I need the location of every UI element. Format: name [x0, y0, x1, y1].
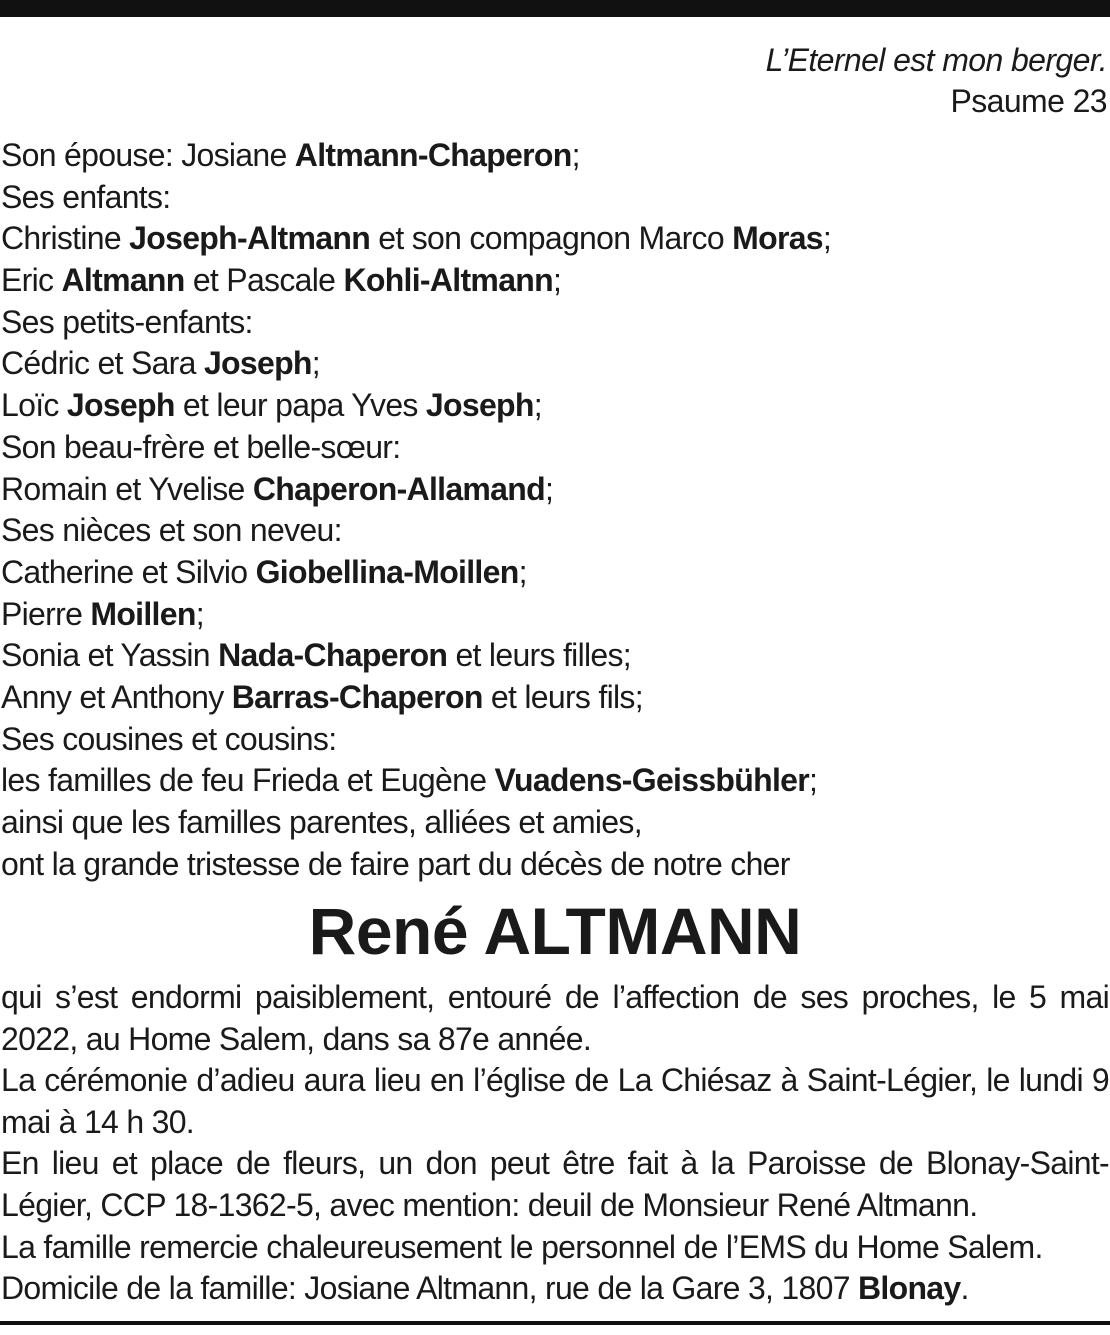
- text-segment: La famille remercie chaleureusement le personnel de l’EMS du Home Salem.: [1, 1228, 1043, 1265]
- text-segment: et leurs filles;: [447, 637, 631, 674]
- family-name: Moras: [732, 220, 823, 257]
- family-line: [1, 510, 1109, 552]
- text-segment: Domicile de la famille: Josiane Altmann, rue de la Gare 3, 1807: [1, 1270, 859, 1307]
- family-name: Joseph: [66, 387, 175, 424]
- text-segment: Ses nièces et son neveu:: [1, 512, 342, 549]
- text-segment: ;: [552, 262, 562, 299]
- family-name: Chaperon-Allamand: [252, 470, 545, 507]
- family-name: Vuadens-Geissbühler: [494, 762, 810, 799]
- text-segment: Catherine et Silvio: [1, 553, 256, 590]
- text-segment: ainsi que les familles parentes, alliées et amies,: [1, 804, 642, 840]
- deceased-name: René ALTMANN: [308, 894, 802, 968]
- family-line: [1, 177, 1109, 219]
- detail-paragraph: [1, 1268, 1109, 1310]
- text-segment: Ses enfants:: [1, 178, 171, 215]
- text-segment: ;: [311, 345, 320, 382]
- detail-paragraph: [1, 1227, 1109, 1269]
- detail-paragraph: [1, 1060, 1109, 1143]
- family-list: [1, 135, 1109, 885]
- family-line: [1, 677, 1109, 719]
- family-line: [1, 218, 1109, 260]
- text-segment: Sonia et Yassin: [1, 637, 219, 674]
- text-segment: et leurs fils;: [482, 678, 643, 715]
- family-name: Joseph: [425, 387, 534, 424]
- bottom-rule: [0, 1321, 1110, 1325]
- family-name: Moillen: [90, 595, 196, 632]
- family-name: Giobellina-Moillen: [255, 553, 519, 590]
- text-segment: ;: [533, 387, 542, 424]
- family-line: [1, 802, 1109, 844]
- text-segment: les familles de feu Frieda et Eugène: [1, 762, 495, 799]
- family-name: Joseph-Altmann: [129, 220, 371, 257]
- text-segment: Romain et Yvelise: [1, 470, 253, 507]
- text-segment: La cérémonie d’adieu aura lieu en l’église de La Chiésaz à Saint-Légier, le lundi 9 mai à 14 h 30.: [1, 1062, 1109, 1140]
- text-segment: Son beau-frère et belle-sœur:: [1, 428, 401, 465]
- family-line: [1, 302, 1109, 344]
- text-segment: Eric: [1, 262, 62, 299]
- family-line: [1, 719, 1109, 761]
- text-segment: Cédric et Sara: [1, 345, 204, 382]
- text-segment: ;: [544, 470, 554, 507]
- family-line: [1, 135, 1109, 177]
- text-segment: ont la grande tristesse de faire part du décès de notre cher: [1, 845, 790, 882]
- family-line: [1, 594, 1109, 636]
- top-rule: [0, 0, 1110, 17]
- family-line: [1, 760, 1109, 802]
- detail-paragraph: [1, 1143, 1109, 1226]
- text-segment: Son épouse: Josiane: [1, 137, 295, 173]
- family-line: [1, 260, 1109, 302]
- family-line: [1, 469, 1109, 511]
- family-name: Blonay: [858, 1270, 961, 1307]
- text-segment: ;: [822, 220, 832, 257]
- text-segment: ;: [195, 595, 204, 632]
- epigraph: [766, 40, 1107, 122]
- text-segment: et leur papa Yves: [174, 387, 426, 424]
- text-segment: Loïc: [1, 387, 67, 424]
- family-line: [1, 844, 1109, 886]
- family-line: [1, 552, 1109, 594]
- epigraph-source: Psaume 23: [950, 83, 1107, 119]
- text-segment: Anny et Anthony: [1, 678, 232, 715]
- family-name: Joseph: [203, 345, 312, 382]
- text-segment: qui s’est endormi paisiblement, entouré de l’affection de ses proches, le 5 mai 2022, au Home Salem, dans sa 87e année.: [1, 979, 1109, 1057]
- text-segment: et son compagnon Marco: [370, 220, 733, 257]
- family-line: [1, 343, 1109, 385]
- text-segment: et Pascale: [184, 262, 344, 299]
- family-name: Nada-Chaperon: [218, 637, 448, 674]
- text-segment: En lieu et place de fleurs, un don peut être fait à la Paroisse de Blonay-Saint-Légier, CCP 18-1362-5, avec mention: deuil de Monsieur René Altmann.: [1, 1145, 1109, 1223]
- detail-paragraph: [1, 977, 1109, 1060]
- family-name: Altmann: [61, 262, 185, 299]
- family-name: Altmann-Chaperon: [294, 137, 572, 173]
- announcement-details: [1, 977, 1109, 1310]
- text-segment: ;: [571, 137, 580, 173]
- epigraph-quote: L’Eternel est mon berger.: [765, 42, 1107, 78]
- text-segment: Christine: [1, 220, 130, 257]
- family-line: [1, 427, 1109, 469]
- family-line: [1, 385, 1109, 427]
- family-name: Barras-Chaperon: [231, 678, 483, 715]
- text-segment: Ses cousines et cousins:: [1, 720, 337, 757]
- text-segment: Pierre: [1, 595, 91, 632]
- family-name: Kohli-Altmann: [343, 262, 553, 299]
- text-segment: ;: [809, 762, 818, 799]
- text-segment: ;: [518, 553, 527, 590]
- family-line: [1, 635, 1109, 677]
- text-segment: Ses petits-enfants:: [1, 303, 253, 340]
- text-segment: .: [960, 1270, 969, 1307]
